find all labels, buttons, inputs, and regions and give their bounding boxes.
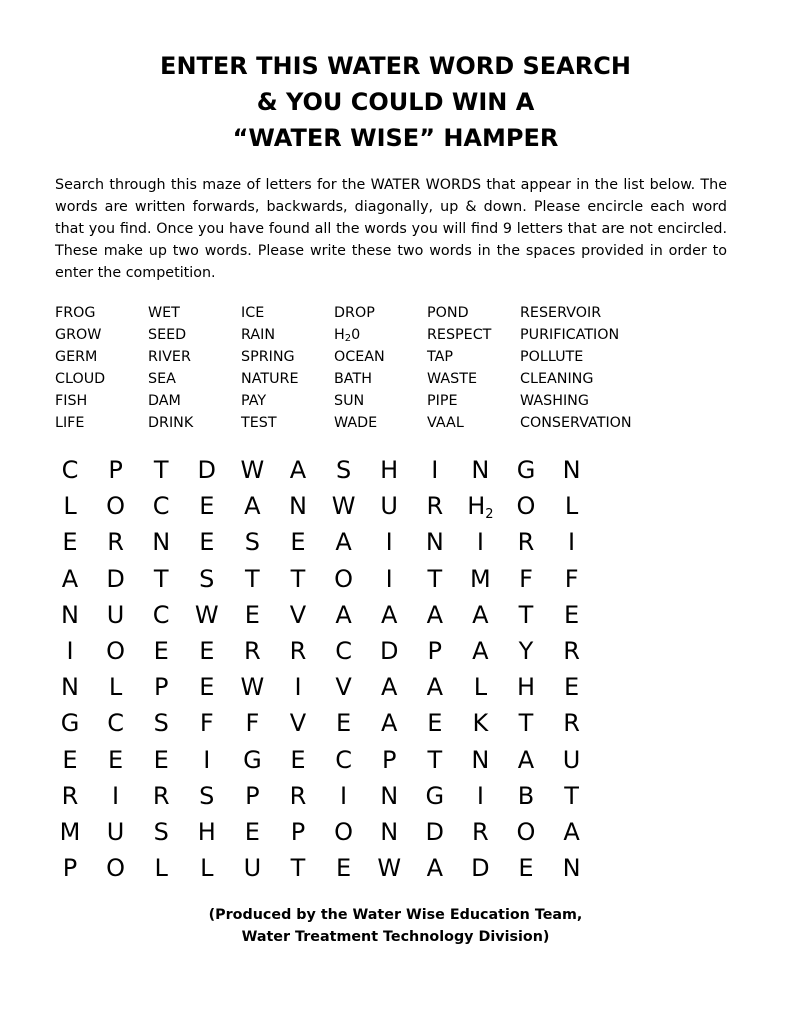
grid-letter[interactable]: E [290,745,306,774]
word-list-item: CLOUD [55,371,106,387]
grid-letter[interactable]: R [563,709,580,738]
grid-letter[interactable]: O [106,492,126,521]
grid-letter[interactable]: T [153,564,169,593]
grid-letter[interactable]: E [290,528,306,557]
grid-letter[interactable]: R [152,781,170,810]
grid-letter[interactable]: D [197,456,217,484]
word-list-item: SEED [148,327,187,343]
grid-letter[interactable]: W [377,854,402,883]
footer-line-1: (Produced by the Water Wise Education Team, [208,907,583,923]
word-list-item: RIVER [148,349,191,365]
grid-letter[interactable]: T [518,600,534,629]
grid-letter[interactable]: C [61,456,79,484]
grid-letter[interactable]: O [334,564,354,593]
grid-letter[interactable]: R [244,637,261,665]
grid-letter[interactable]: M [470,564,491,593]
grid-letter[interactable]: G [425,781,445,810]
word-list-column [55,302,105,434]
grid-letter[interactable]: O [334,818,354,846]
title-line-3: “WATER WISE” HAMPER [232,124,559,152]
grid-letter[interactable]: L [154,854,168,883]
grid-letter[interactable]: E [336,709,352,738]
grid-letter[interactable]: R [472,818,489,846]
word-list-column [241,302,299,434]
grid-letter[interactable]: I [385,564,393,593]
word-list-item: FISH [55,393,88,409]
grid-letter[interactable]: I [476,528,484,557]
word-list-item: PURIFICATION [520,327,620,343]
grid-letter[interactable]: P [381,745,397,774]
grid-letter[interactable]: B [517,781,535,810]
word-list-item: RAIN [241,327,276,343]
grid-letter[interactable]: I [112,781,120,810]
grid-letter[interactable]: S [153,709,169,738]
grid-letter[interactable]: A [380,600,398,629]
grid-letter[interactable]: F [199,709,214,738]
grid-letter[interactable]: D [379,637,399,665]
grid-letter[interactable]: $H_2$ [467,492,494,523]
grid-letter[interactable]: I [203,745,211,774]
word-list-item: WADE [334,415,378,431]
grid-letter[interactable]: A [517,745,535,774]
grid-letter[interactable]: H [380,456,399,484]
word-list-item: SPRING [241,349,295,365]
grid-letter[interactable]: A [61,564,79,593]
grid-letter[interactable]: A [335,528,352,557]
grid-letter[interactable]: O [106,854,126,883]
grid-letter[interactable]: M [59,818,81,846]
grid-letter[interactable]: A [244,492,261,521]
grid-letter[interactable]: I [431,456,439,484]
grid-letter[interactable]: E [518,854,534,883]
grid-letter[interactable]: P [108,456,123,484]
grid-letter[interactable]: E [199,673,215,702]
grid-letter[interactable]: N [289,492,307,521]
grid-letter[interactable]: E [199,637,215,665]
grid-letter[interactable]: T [290,564,306,593]
grid-letter[interactable]: A [426,854,443,883]
grid-letter[interactable]: E [336,854,352,883]
grid-letter[interactable]: R [426,492,444,521]
grid-letter[interactable]: C [335,745,352,774]
grid-letter[interactable]: P [427,637,443,665]
word-list-item: GROW [55,327,102,343]
grid-letter[interactable]: R [61,781,79,810]
word-list-item: TAP [427,349,454,365]
grid-letter[interactable]: O [516,492,536,521]
grid-letter[interactable]: S [244,528,260,557]
word-list-item: DRINK [148,415,194,431]
word-list-item: OCEAN [334,349,385,365]
word-list-item: BATH [334,371,372,387]
word-list-item: ICE [241,305,265,321]
grid-letter[interactable]: A [426,600,443,629]
grid-letter[interactable]: L [564,492,579,521]
grid-letter[interactable]: E [153,637,169,665]
word-list-item: POND [427,305,469,321]
word-list [55,302,735,434]
grid-letter[interactable]: F [564,564,579,593]
grid-letter[interactable]: C [335,637,352,665]
word-list-item: RESPECT [427,327,492,343]
grid-letter[interactable]: P [153,673,169,702]
word-list-item: FROG [55,305,96,321]
grid-letter[interactable]: U [106,818,125,846]
grid-letter[interactable]: U [562,745,581,774]
grid-letter[interactable]: U [243,854,262,883]
grid-letter[interactable]: I [568,528,576,557]
grid-letter[interactable]: R [289,637,307,665]
word-list-column [520,302,632,434]
footer-line-2: Water Treatment Technology Division) [241,929,550,945]
word-list-item: GERM [55,349,98,365]
grid-letter[interactable]: E [427,709,443,738]
grid-letter[interactable]: E [199,492,215,521]
grid-letter[interactable]: L [200,854,214,883]
grid-letter[interactable]: U [380,492,398,521]
grid-letter[interactable]: A [380,709,398,738]
grid-letter[interactable]: V [289,600,307,629]
grid-letter[interactable]: N [562,854,581,883]
grid-letter[interactable]: T [427,745,443,774]
grid-letter[interactable]: R [517,528,535,557]
grid-letter[interactable]: I [476,781,484,810]
grid-letter[interactable]: F [245,709,260,738]
footer-credit [0,904,791,948]
grid-letter[interactable]: E [199,528,215,557]
grid-letter[interactable]: U [106,600,125,629]
grid-letter[interactable]: P [62,854,78,883]
grid-letter[interactable]: A [289,456,307,484]
grid-letter[interactable]: W [240,456,265,484]
grid-letter[interactable]: G [60,709,80,738]
grid-letter[interactable]: Y [518,637,534,665]
grid-letter[interactable]: O [106,637,126,665]
word-list-item: WASHING [520,393,589,409]
grid-letter[interactable]: S [199,564,215,593]
word-list-item: WASTE [427,371,477,387]
grid-letter[interactable]: I [294,673,302,702]
instructions-paragraph: Search through this maze of letters for the WATER WORDS that appear in the list below. The words are written forwards, backwards, diagonally, up & down. Please encircle each word that you find. Once you have found all the words you will find 9 letters that are not encircled. These make up two words. Please write these two words in the spaces provided in order to enter the competition. [55,177,727,281]
grid-letter[interactable]: L [473,673,488,702]
word-list-item: SUN [334,393,365,409]
grid-letter[interactable]: D [471,854,490,883]
grid-letter[interactable]: T [245,564,260,593]
grid-letter[interactable]: W [194,600,219,629]
grid-letter[interactable]: K [472,709,489,738]
word-list-item: DAM [148,393,181,409]
grid-letter[interactable]: E [564,673,580,702]
grid-letter[interactable]: N [61,600,79,629]
grid-letter[interactable]: E [244,818,260,846]
grid-letter[interactable]: T [427,564,443,593]
grid-letter[interactable]: A [563,818,580,846]
word-list-item: H20 [334,327,361,344]
grid-letter[interactable]: L [63,492,77,521]
grid-letter[interactable]: O [516,818,536,846]
grid-letter[interactable]: T [153,456,169,484]
title-line-1: ENTER THIS WATER WORD SEARCH [160,52,631,80]
word-list-item: LIFE [55,415,85,431]
grid-letter[interactable]: E [244,600,260,629]
grid-letter[interactable]: T [518,709,534,738]
grid-letter[interactable]: E [153,745,169,774]
grid-letter[interactable]: E [62,528,78,557]
grid-letter[interactable]: T [564,781,579,810]
grid-letter[interactable]: A [335,600,352,629]
grid-letter[interactable]: A [472,600,489,629]
grid-letter[interactable]: S [153,818,169,846]
grid-letter[interactable]: V [335,673,352,702]
grid-letter[interactable]: N [425,528,444,557]
word-list-item: TEST [241,415,277,431]
word-list-item: CLEANING [520,371,594,387]
grid-letter[interactable]: A [380,673,398,702]
grid-letter[interactable]: F [519,564,533,593]
grid-letter[interactable]: L [108,673,123,702]
word-list-item: PAY [241,393,267,409]
grid-letter[interactable]: I [66,637,74,665]
grid-letter[interactable]: D [106,564,125,593]
word-list-item: RESERVOIR [520,305,602,321]
grid-letter[interactable]: N [471,745,490,774]
grid-letter[interactable]: S [199,781,215,810]
grid-letter[interactable]: R [563,637,580,665]
grid-letter[interactable]: I [340,781,348,810]
grid-letter[interactable]: A [472,637,489,665]
grid-letter[interactable]: G [243,745,262,774]
grid-letter[interactable]: N [562,456,581,484]
grid-letter[interactable]: N [471,456,490,484]
word-list-item: VAAL [427,415,464,431]
grid-letter[interactable]: W [331,492,356,521]
grid-letter[interactable]: H [516,673,536,702]
grid-letter[interactable]: P [245,781,260,810]
word-list-item: NATURE [241,371,299,387]
page-title [0,48,791,156]
grid-letter[interactable]: E [564,600,580,629]
grid-letter[interactable]: R [107,528,124,557]
grid-letter[interactable]: H [197,818,216,846]
grid-letter[interactable]: N [152,528,171,557]
grid-letter[interactable]: R [289,781,307,810]
grid-letter[interactable]: C [152,492,170,521]
grid-letter[interactable]: T [290,854,306,883]
title-line-2: & YOU COULD WIN A [256,88,535,116]
grid-letter[interactable]: N [380,781,399,810]
grid-letter[interactable]: C [152,600,170,629]
grid-letter[interactable]: E [108,745,124,774]
grid-letter[interactable]: N [380,818,399,846]
grid-letter[interactable]: I [385,528,393,557]
word-list-column [334,302,385,434]
grid-letter[interactable]: A [426,673,443,702]
grid-letter[interactable]: D [425,818,445,846]
grid-letter[interactable]: G [516,456,536,484]
word-list-item: CONSERVATION [520,415,632,431]
word-list-item: WET [148,305,180,321]
grid-letter[interactable]: V [289,709,307,738]
word-list-item: DROP [334,305,375,321]
word-list-item: POLLUTE [520,349,584,365]
word-list-column [427,302,491,434]
word-list-item: SEA [148,371,176,387]
grid-letter[interactable]: W [240,673,265,702]
grid-letter[interactable]: C [107,709,124,738]
grid-letter[interactable]: S [335,456,352,484]
word-list-item: PIPE [427,393,458,409]
grid-letter[interactable]: N [61,673,79,702]
grid-letter[interactable]: P [290,818,306,846]
word-list-column [148,302,193,434]
grid-letter[interactable]: E [62,745,78,774]
